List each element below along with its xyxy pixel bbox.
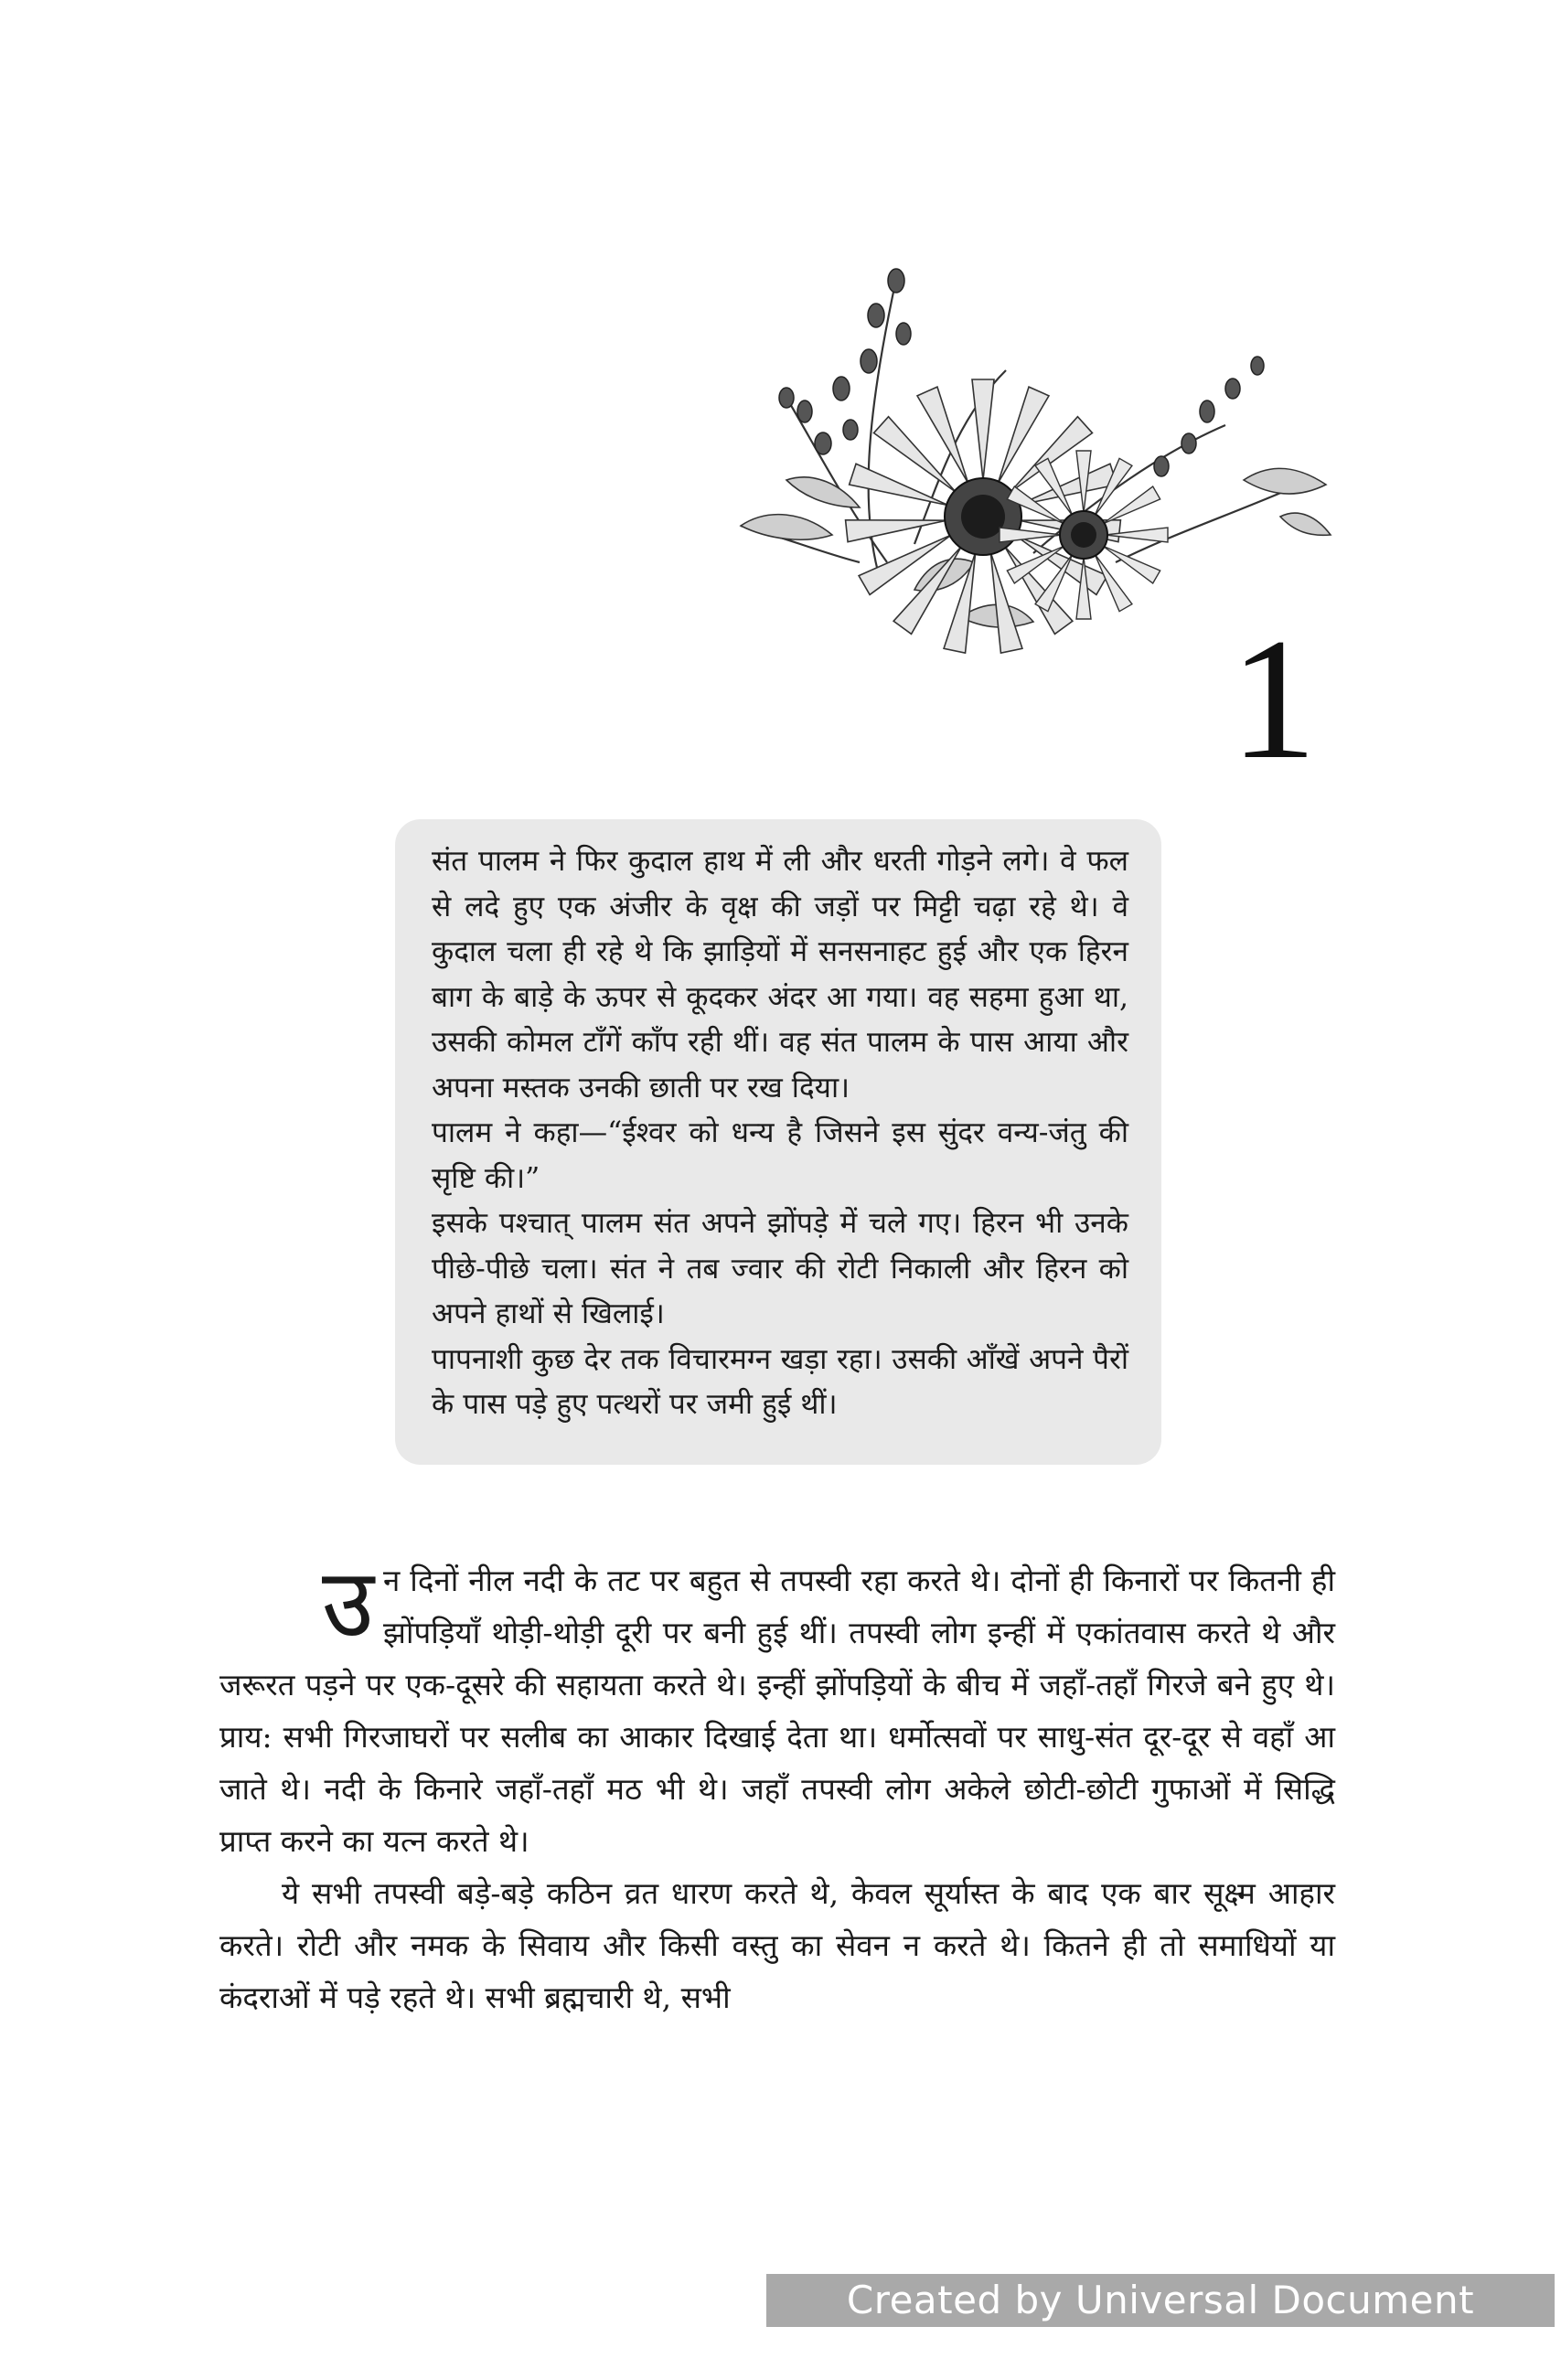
epigraph-paragraph: इसके पश्चात् पालम संत अपने झोंपड़े में चले गए। हिरन भी उनके पीछे-पीछे चला। संत ने तब ज्वार की रोटी निकाली और हिरन को अपने हाथों से खिलाई। (432, 1207, 1128, 1330)
body-paragraph (219, 1547, 1335, 1867)
chapter-body (219, 1547, 1335, 2023)
epigraph-paragraph: पापनाशी कुछ देर तक विचारमग्न खड़ा रहा। उसकी आँखें अपने पैरों के पास पड़े हुए पत्थरों पर जमी हुई थीं। (432, 1342, 1128, 1421)
chapter-number: 1 (1230, 603, 1317, 795)
epigraph-paragraph: संत पालम ने फिर कुदाल हाथ में ली और धरती गोड़ने लगे। वे फल से लदे हुए एक अंजीर के वृक्ष की जड़ों पर मिट्टी चढ़ा रहे थे। वे कुदाल चला ही रहे थे कि झाड़ियों में सनसनाहट हुई और एक हिरन बाग के बाड़े के ऊपर से कूदकर अंदर आ गया। वह सहमा हुआ था, उसकी कोमल टाँगें काँप रही थीं। वह संत पालम के पास आया और अपना मस्तक उनकी छाती पर रख दिया। (432, 845, 1128, 1105)
drop-cap: उ (322, 1547, 374, 1659)
watermark: Created by Universal Document Converter (766, 2274, 1555, 2327)
body-paragraph: ये सभी तपस्वी बड़े-बड़े कठिन व्रत धारण करते थे, केवल सूर्यास्त के बाद एक बार सूक्ष्म आहार करते। रोटी और नमक के सिवाय और किसी वस्तु का सेवन न करते थे। कितने ही तो समाधियों या कंदराओं में पड़े रहते थे। सभी ब्रह्मचारी थे, सभी (219, 1875, 1335, 2015)
body-paragraph-text: न दिनों नील नदी के तट पर बहुत से तपस्वी रहा करते थे। दोनों ही किनारों पर कितनी ही झोंपड़ियाँ थोड़ी-थोड़ी दूरी पर बनी हुई थीं। तपस्वी लोग इन्हीं में एकांतवास करते थे और जरूरत पड़ने पर एक-दूसरे की सहायता करते थे। इन्हीं झोंपड़ियों के बीच में जहाँ-तहाँ गिरजे बने हुए थे। प्राय: सभी गिरजाघरों पर सलीब का आकार दिखाई देता था। धर्मोत्सवों पर साधु-संत दूर-दूर से वहाँ आ जाते थे। नदी के किनारे जहाँ-तहाँ मठ भी थे। जहाँ तपस्वी लोग अकेले छोटी-छोटी गुफाओं में सिद्धि प्राप्त करने का यत्न करते थे। (219, 1563, 1335, 1859)
epigraph-paragraph: पालम ने कहा—“ईश्वर को धन्य है जिसने इस सुंदर वन्य-जंतु की सृष्टि की।” (432, 1116, 1128, 1195)
epigraph-box (395, 819, 1161, 1465)
